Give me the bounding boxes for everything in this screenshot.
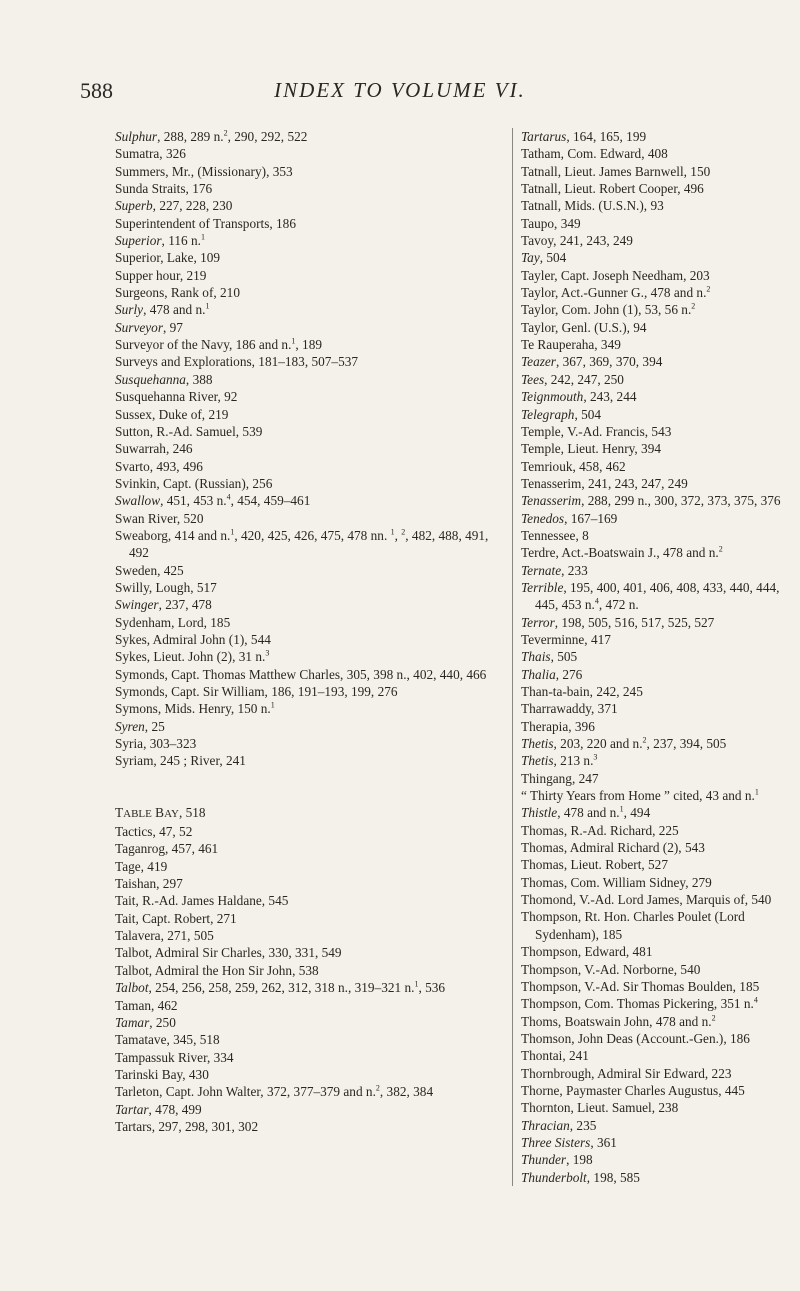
index-entry: Thompson, Com. Thomas Pickering, 351 n.$^4$ [521, 995, 758, 1012]
index-entry: Sweaborg, 414 and n.$^1$, 420, 425, 426, 475, 478 nn. $^1$, $^2$, 482, 488, 491, 492 [115, 527, 489, 561]
index-column-right [512, 128, 799, 1186]
index-entry: Susquehanna, 388 [115, 371, 213, 387]
index-entry: Tayler, Capt. Joseph Needham, 203 [521, 267, 710, 283]
index-entry: Swilly, Lough, 517 [115, 579, 217, 595]
index-entry: Tay, 504 [521, 250, 567, 266]
index-entry: Tartarus, 164, 165, 199 [521, 129, 647, 144]
index-entry: Symonds, Capt. Thomas Matthew Charles, 305, 398 n., 402, 440, 466 [115, 666, 487, 682]
index-entry: Taman, 462 [115, 997, 178, 1013]
index-entry: “ Thirty Years from Home ” cited, 43 and n.$^1$ [521, 787, 759, 804]
index-entry: Thompson, Edward, 481 [521, 944, 653, 960]
page-number: 588 [80, 78, 113, 103]
index-entry: Terror, 198, 505, 516, 517, 525, 527 [521, 614, 715, 630]
index-entry: Therapia, 396 [521, 718, 595, 734]
index-entry: Svinkin, Capt. (Russian), 256 [115, 475, 273, 491]
index-entry: Svarto, 493, 496 [115, 458, 203, 474]
index-entry: Thompson, V.-Ad. Sir Thomas Boulden, 185 [521, 978, 760, 994]
index-entry: Tavoy, 241, 243, 249 [521, 233, 633, 249]
index-entry: Sunda Straits, 176 [115, 181, 213, 197]
index-entry: Surveyor of the Navy, 186 and n.$^1$, 189 [115, 336, 322, 353]
index-entry: Taylor, Act.-Gunner G., 478 and n.$^2$ [521, 284, 711, 301]
index-entry: Swallow, 451, 453 n.$^4$, 454, 459–461 [115, 492, 311, 509]
index-entry: Ternate, 233 [521, 562, 588, 578]
index-entry: Tage, 419 [115, 858, 168, 874]
index-entry: Sykes, Lieut. John (2), 31 n.$^3$ [115, 648, 270, 665]
index-entry: Tenasserim, 241, 243, 247, 249 [521, 475, 688, 491]
index-entry: Thomas, Com. William Sidney, 279 [521, 874, 712, 890]
index-entry: Temriouk, 458, 462 [521, 458, 626, 474]
index-entry: Superb, 227, 228, 230 [115, 198, 233, 214]
index-entry: Swan River, 520 [115, 510, 204, 526]
index-entry: Thontai, 241 [521, 1048, 589, 1064]
index-entry: Telegraph, 504 [521, 406, 602, 422]
index-entry: Thompson, V.-Ad. Norborne, 540 [521, 961, 701, 977]
index-entry: Tatham, Com. Edward, 408 [521, 146, 668, 162]
index-entry: Teazer, 367, 369, 370, 394 [521, 354, 663, 370]
index-entry: Thetis, 213 n.$^3$ [521, 752, 598, 769]
index-entry: Tenedos, 167–169 [521, 510, 618, 526]
index-entry: Tatnall, Lieut. Robert Cooper, 496 [521, 181, 704, 197]
index-entry: Thunder, 198 [521, 1152, 593, 1168]
index-entry: Tees, 242, 247, 250 [521, 371, 624, 387]
index-entry: Syren, 25 [115, 718, 165, 734]
index-entry: Thracian, 235 [521, 1117, 597, 1133]
index-entry: Temple, Lieut. Henry, 394 [521, 441, 661, 457]
section-gap [115, 770, 510, 804]
index-entry: Thistle, 478 and n.$^1$, 494 [521, 804, 651, 821]
index-entry: Taylor, Genl. (U.S.), 94 [521, 319, 647, 335]
index-entry: Tatnall, Lieut. James Barnwell, 150 [521, 163, 711, 179]
index-entry: Sykes, Admiral John (1), 544 [115, 631, 271, 647]
running-title: INDEX TO VOLUME VI. [274, 78, 526, 102]
index-entry: Tamar, 250 [115, 1014, 176, 1030]
index-entry: Thomas, Lieut. Robert, 527 [521, 857, 668, 873]
index-entry: Thoms, Boatswain John, 478 and n.$^2$ [521, 1013, 716, 1029]
index-entry: Teignmouth, 243, 244 [521, 389, 637, 405]
index-entry: Terrible, 195, 400, 401, 406, 408, 433, 440, 444, 445, 453 n.$^4$, 472 n. [521, 579, 780, 613]
index-entry: Than-ta-bain, 242, 245 [521, 684, 643, 699]
index-entry: Tartars, 297, 298, 301, 302 [115, 1118, 259, 1134]
index-entry: Tait, Capt. Robert, 271 [115, 910, 237, 926]
index-entry: Superior, 116 n.$^1$ [115, 232, 205, 249]
index-entry: Sussex, Duke of, 219 [115, 406, 229, 422]
index-entry: TABLE BAY, 518 [115, 804, 206, 820]
index-entry: Syriam, 245 ; River, 241 [115, 753, 246, 769]
index-entry: Teverminne, 417 [521, 631, 611, 647]
index-entry: Symons, Mids. Henry, 150 n.$^1$ [115, 700, 275, 717]
index-entry: Thalia, 276 [521, 666, 583, 682]
index-entry: Superintendent of Transports, 186 [115, 215, 296, 231]
index-entry: Tarinski Bay, 430 [115, 1066, 209, 1082]
index-entry: Talbot, Admiral Sir Charles, 330, 331, 549 [115, 945, 342, 961]
index-entry: Thetis, 203, 220 and n.$^2$, 237, 394, 505 [521, 735, 727, 752]
index-entry: Thomson, John Deas (Account.-Gen.), 186 [521, 1030, 750, 1046]
index-entry: Tartar, 478, 499 [115, 1101, 202, 1117]
index-entry: Suwarrah, 246 [115, 441, 193, 457]
index-entry: Surgeons, Rank of, 210 [115, 285, 240, 301]
index-entry: Temple, V.-Ad. Francis, 543 [521, 423, 672, 439]
index-entry: Sydenham, Lord, 185 [115, 614, 231, 630]
index-entry: Taylor, Com. John (1), 53, 56 n.$^2$ [521, 302, 696, 318]
index-entry: Tennessee, 8 [521, 527, 589, 543]
index-entry: Thingang, 247 [521, 770, 599, 786]
index-entry: Thomond, V.-Ad. Lord James, Marquis of, 540 [521, 892, 772, 908]
index-entry: Thompson, Rt. Hon. Charles Poulet (Lord Sydenham), 185 [521, 909, 745, 942]
index-entry: Tampassuk River, 334 [115, 1049, 234, 1065]
index-entry: Thais, 505 [521, 649, 578, 665]
index-entry: Susquehanna River, 92 [115, 389, 238, 405]
index-entry: Symonds, Capt. Sir William, 186, 191–193, 199, 276 [115, 684, 398, 699]
index-entry: Thomas, R.-Ad. Richard, 225 [521, 822, 679, 838]
index-entry: Tharrawaddy, 371 [521, 701, 618, 717]
index-entry: Syria, 303–323 [115, 736, 197, 752]
index-entry: Terdre, Act.-Boatswain J., 478 and n.$^2$ [521, 544, 723, 561]
index-entry: Taishan, 297 [115, 876, 183, 892]
index-entry: Sumatra, 326 [115, 146, 186, 162]
index-entry: Thomas, Admiral Richard (2), 543 [521, 840, 705, 856]
index-entry: Tenasserim, 288, 299 n., 300, 372, 373, 375, 376 [521, 493, 781, 509]
index-entry: Tait, R.-Ad. James Haldane, 545 [115, 893, 289, 909]
index-entry: Sutton, R.-Ad. Samuel, 539 [115, 423, 263, 439]
index-entry: Three Sisters, 361 [521, 1134, 617, 1150]
index-entry: Surveys and Explorations, 181–183, 507–537 [115, 354, 359, 370]
index-entry: Summers, Mr., (Missionary), 353 [115, 163, 293, 179]
index-entry: Thornbrough, Admiral Sir Edward, 223 [521, 1065, 732, 1081]
index-entry: Sweden, 425 [115, 562, 184, 578]
index-entry: Taganrog, 457, 461 [115, 841, 219, 857]
index-entry: Thornton, Lieut. Samuel, 238 [521, 1100, 679, 1116]
index-entry: Swinger, 237, 478 [115, 597, 212, 613]
index-entry: Sulphur, 288, 289 n.$^2$, 290, 292, 522 [115, 128, 308, 144]
index-entry: Talbot, 254, 256, 258, 259, 262, 312, 318 n., 319–321 n.$^1$, 536 [115, 979, 446, 996]
index-entry: Thunderbolt, 198, 585 [521, 1169, 640, 1185]
index-entry: Tamatave, 345, 518 [115, 1032, 220, 1048]
index-entry: Te Rauperaha, 349 [521, 337, 621, 353]
index-entry: Talbot, Admiral the Hon Sir John, 538 [115, 962, 319, 978]
index-entry: Talavera, 271, 505 [115, 928, 214, 944]
index-entry: Superior, Lake, 109 [115, 250, 221, 266]
index-entry: Taupo, 349 [521, 215, 581, 231]
index-entry: Surly, 478 and n.$^1$ [115, 302, 210, 318]
index-entry: Thorne, Paymaster Charles Augustus, 445 [521, 1082, 745, 1098]
index-entry: Tactics, 47, 52 [115, 824, 193, 840]
page-header [0, 78, 800, 104]
index-entry: Supper hour, 219 [115, 267, 207, 283]
index-column-left [115, 128, 510, 1135]
index-entry: Surveyor, 97 [115, 319, 183, 335]
index-entry: Tarleton, Capt. John Walter, 372, 377–379 and n.$^2$, 382, 384 [115, 1083, 434, 1100]
index-entry: Tatnall, Mids. (U.S.N.), 93 [521, 198, 664, 214]
